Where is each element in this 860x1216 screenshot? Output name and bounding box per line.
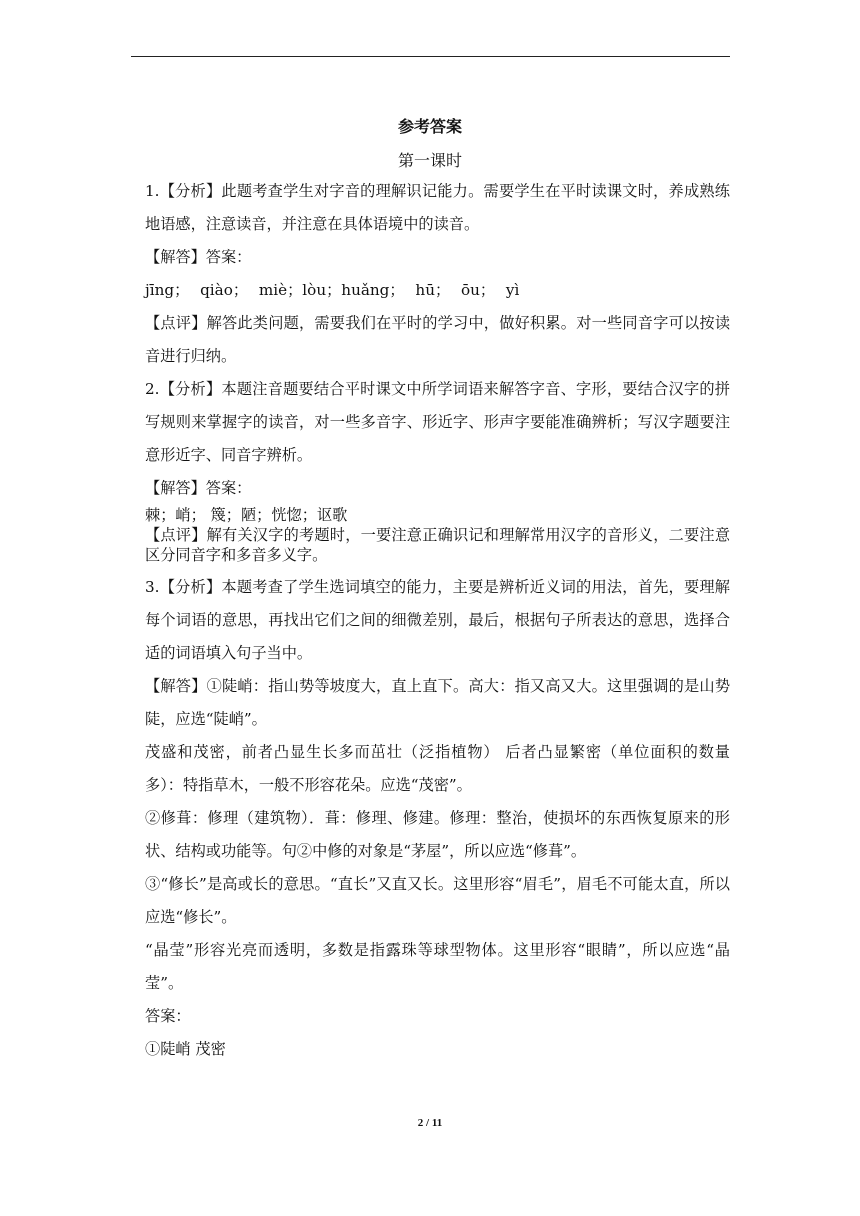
paragraph-q3-answer-3: ③“修长”是高或长的意思。“直长”又直又长。这里形容“眉毛”，眉毛不可能太直，所以应选“修长”。 (145, 875, 730, 926)
paragraph-q3-answer-2: ②修葺：修理（建筑物）．葺：修理、修建。修理：整治，使损坏的东西恢复原来的形状、结构或功能等。句②中修的对象是“茅屋”，所以应选“修葺”。 (145, 809, 730, 860)
document-title: 参考答案 (397, 117, 462, 136)
answer-body (145, 175, 730, 1066)
paragraph-q3-answer-label: 答案： (145, 1007, 191, 1025)
paragraph-q2-comment: 【点评】解有关汉字的考题时，一要注意正确识记和理解常用汉字的音形义，二要注意区分同音字和多音多义字。 (145, 526, 730, 564)
paragraph-q2-analysis: 2.【分析】本题注音题要结合平时课文中所学词语来解答字音、字形，要结合汉字的拼写规则来掌握字的读音，对一些多音字、形近字、形声字要能准确辨析；写汉字题要注意形近字、同音字辨析。 (145, 380, 730, 464)
header-rule (131, 56, 730, 57)
paragraph-q3-answer-1: 【解答】①陡峭：指山势等坡度大，直上直下。高大：指又高又大。这里强调的是山势陡，应选“陡峭”。 (145, 677, 730, 728)
paragraph-q1-answer-label: 【解答】答案： (145, 248, 252, 266)
paragraph-q3-answers: ①陡峭 茂密 (145, 1040, 226, 1058)
section-subtitle: 第一课时 (397, 151, 462, 170)
paragraph-q3-analysis: 3.【分析】本题考查了学生选词填空的能力，主要是辨析近义词的用法，首先，要理解每个词语的意思，再找出它们之间的细微差别，最后，根据句子所表达的意思，选择合适的词语填入句子当中。 (145, 578, 730, 662)
paragraph-q1-comment: 【点评】解答此类问题，需要我们在平时的学习中，做好积累。对一些同音字可以按读音进行归纳。 (145, 314, 730, 365)
paragraph-q2-answer-label: 【解答】答案： (145, 479, 252, 497)
paragraph-q2-answers: 棘；峭； 篾；陋；恍惚；讴歌 (145, 506, 348, 524)
page-number: 2 / 11 (417, 1117, 443, 1129)
paragraph-q1-pinyin-answers: jīng； qiào； miè；lòu；huǎng； hū； ōu； yì (145, 281, 520, 299)
paragraph-q3-answer-1b: 茂盛和茂密，前者凸显生长多而茁壮（泛指植物） 后者凸显繁密（单位面积的数量多）：特指草木，一般不形容花朵。应选“茂密”。 (145, 743, 730, 794)
paragraph-q3-answer-3b: “晶莹”形容光亮而透明，多数是指露珠等球型物体。这里形容“眼睛”，所以应选“晶莹”。 (145, 941, 730, 992)
paragraph-q1-analysis: 1.【分析】此题考查学生对字音的理解识记能力。需要学生在平时读课文时，养成熟练地语感，注意读音，并注意在具体语境中的读音。 (145, 182, 730, 233)
